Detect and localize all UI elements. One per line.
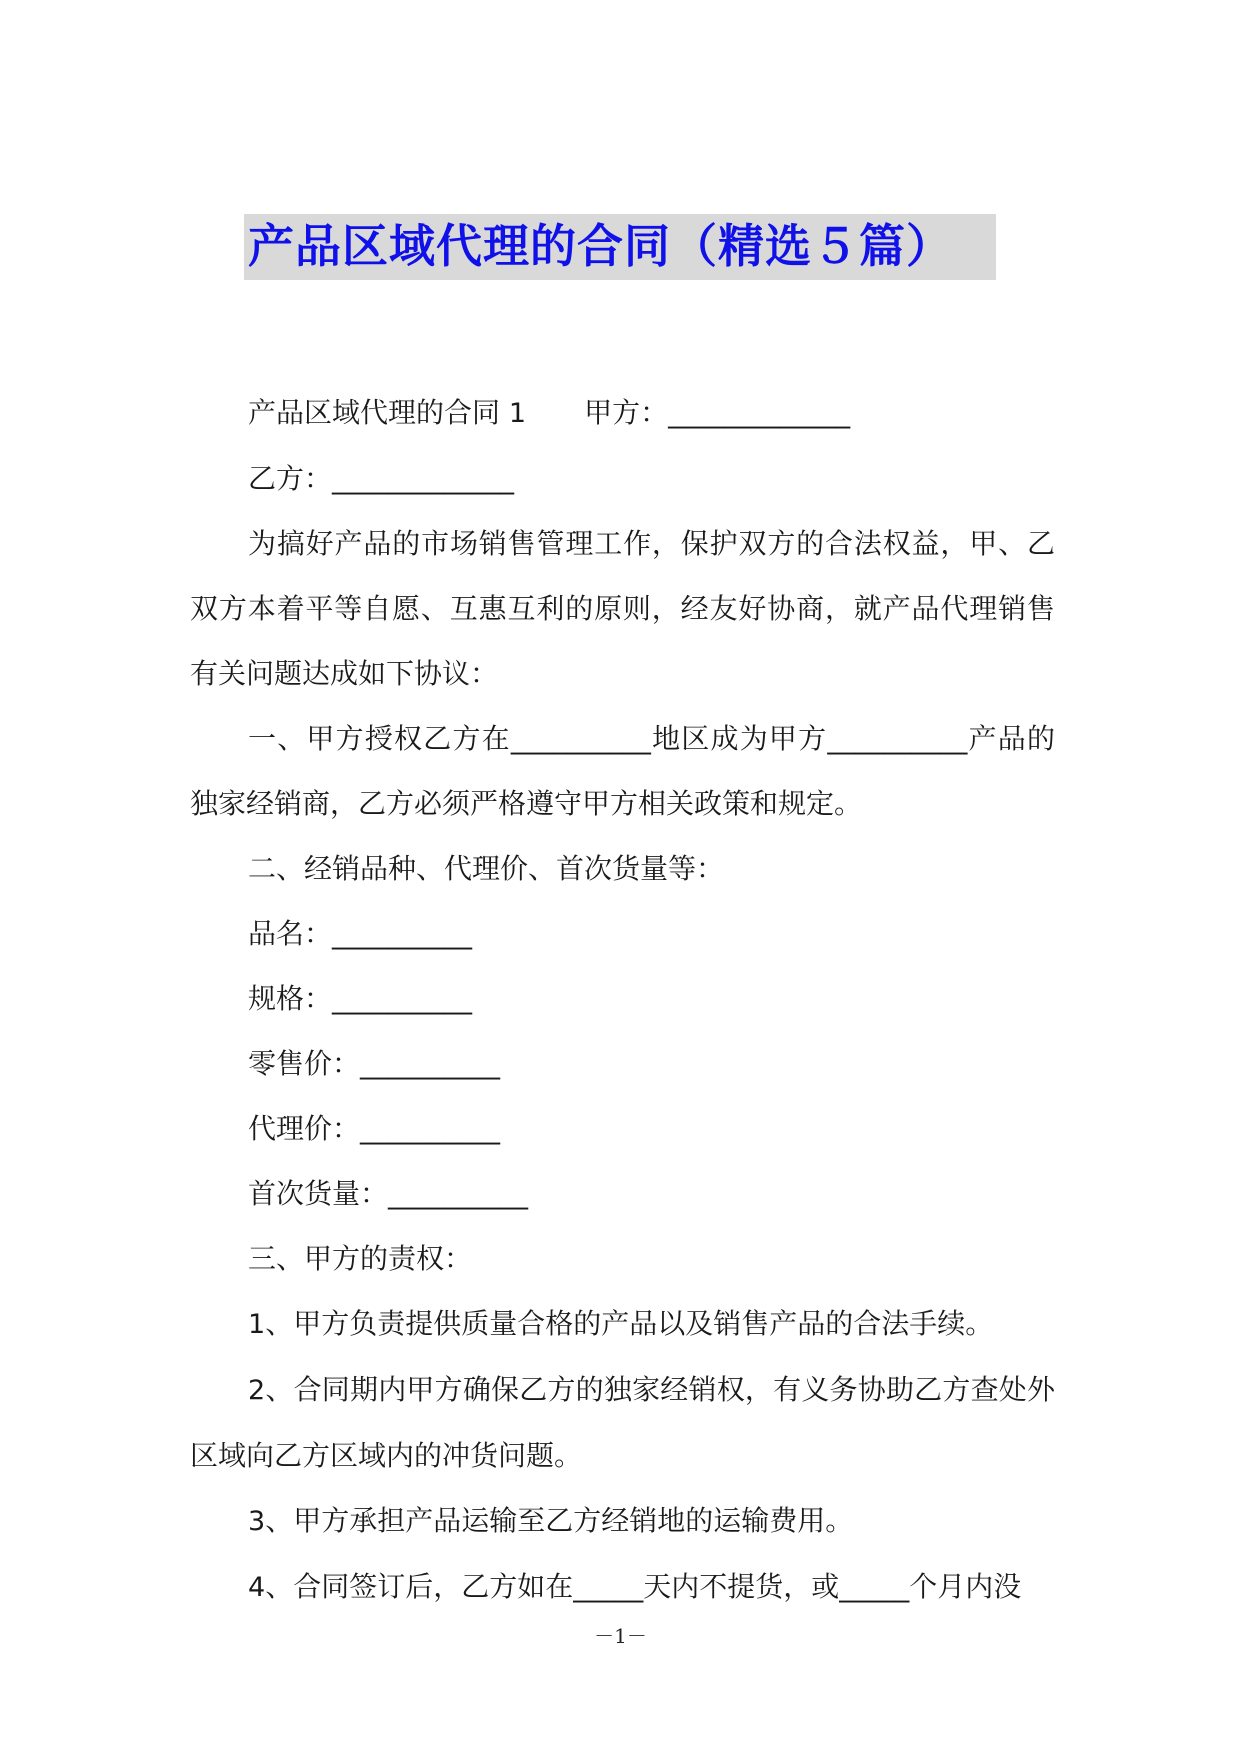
document-body [190, 380, 1055, 1620]
item-1-number: 1 [248, 1309, 266, 1340]
clause-1-paragraph [190, 706, 1055, 836]
item-4-part-1: 、合同签订后，乙方如在 [265, 1570, 574, 1603]
first-volume-line [190, 1161, 1055, 1226]
item-3-number: 3 [248, 1506, 266, 1537]
retail-price-label: 零售价： [248, 1047, 361, 1080]
party-b-blank: _____________ [332, 462, 515, 495]
item-4-months-blank: _____ [839, 1570, 910, 1603]
contract-heading: 产品区域代理的合同 [248, 396, 501, 429]
spec-label: 规格： [248, 982, 333, 1015]
product-name-blank: __________ [332, 917, 473, 950]
clause-1-part-2: 地区成为甲方 [650, 722, 828, 755]
party-a-label: 甲方： [584, 396, 669, 429]
item-4-line [190, 1554, 1055, 1620]
item-1-text: 、甲方负责提供质量合格的产品以及销售产品的合法手续。 [265, 1307, 994, 1340]
retail-price-line [190, 1031, 1055, 1096]
page-number: －1－ [594, 1624, 647, 1648]
contract-heading-line [190, 380, 1055, 446]
first-volume-blank: __________ [388, 1177, 529, 1210]
item-4-part-3: 个月内没 [909, 1570, 1022, 1603]
item-2-paragraph [190, 1357, 1055, 1488]
clause-1-region-blank: __________ [510, 722, 651, 755]
document-title: 产品区域代理的合同（精选５篇） [248, 219, 953, 273]
item-2-number: 2 [248, 1375, 266, 1406]
contract-number: 1 [508, 398, 527, 429]
item-4-number: 4 [248, 1572, 266, 1603]
spec-blank: __________ [332, 982, 473, 1015]
party-b-label: 乙方： [248, 462, 333, 495]
item-3-text: 、甲方承担产品运输至乙方经销地的运输费用。 [265, 1504, 854, 1537]
spec-line [190, 966, 1055, 1031]
product-name-label: 品名： [248, 917, 333, 950]
item-4-part-2: 天内不提货，或 [643, 1570, 840, 1603]
item-1-line [190, 1291, 1055, 1357]
agent-price-line [190, 1096, 1055, 1161]
item-4-days-blank: _____ [573, 1570, 644, 1603]
product-name-line [190, 901, 1055, 966]
clause-2-heading: 二、经销品种、代理价、首次货量等： [248, 852, 725, 885]
item-2-text: 、合同期内甲方确保乙方的独家经销权，有义务协助乙方查处外区域向乙方区域内的冲货问题。 [190, 1373, 1055, 1472]
agent-price-label: 代理价： [248, 1112, 361, 1145]
clause-1-part-3: 产品的独家经销商，乙方必须严格遵守甲方相关政策和规定。 [190, 722, 1055, 820]
retail-price-blank: __________ [360, 1047, 501, 1080]
party-b-line [190, 446, 1055, 511]
item-3-line [190, 1488, 1055, 1554]
agent-price-blank: __________ [360, 1112, 501, 1145]
clause-3-heading: 三、甲方的责权： [248, 1242, 473, 1275]
first-volume-label: 首次货量： [248, 1177, 389, 1210]
preamble-paragraph: 为搞好产品的市场销售管理工作，保护双方的合法权益，甲、乙双方本着平等自愿、互惠互利的原则，经友好协商，就产品代理销售有关问题达成如下协议： [190, 527, 1055, 690]
party-a-blank: _____________ [668, 396, 851, 429]
clause-1-part-1: 一、甲方授权乙方在 [248, 722, 511, 755]
clause-1-product-blank: __________ [827, 722, 968, 755]
